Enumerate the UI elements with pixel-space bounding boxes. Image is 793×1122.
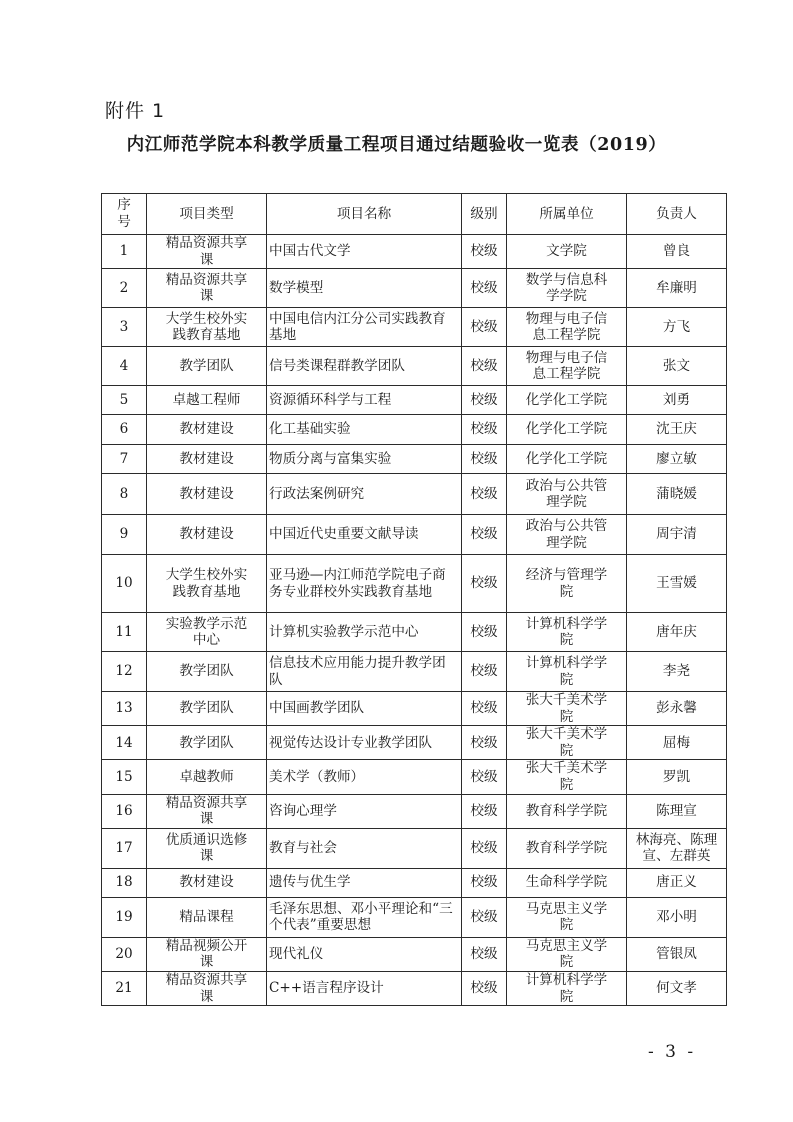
attachment-label: 附件 1	[105, 100, 166, 122]
cell-name: 中国电信内江分公司实践教育基地	[267, 308, 462, 347]
cell-unit: 化学化工学院	[507, 445, 627, 474]
cell-level: 校级	[462, 269, 507, 308]
cell-unit: 马克思主义学院	[507, 897, 627, 937]
cell-no: 18	[102, 868, 147, 897]
cell-level: 校级	[462, 760, 507, 794]
cell-lead: 王雪媛	[627, 555, 727, 613]
cell-lead: 唐年庆	[627, 613, 727, 652]
cell-type: 教学团队	[147, 347, 267, 386]
cell-no: 11	[102, 613, 147, 652]
table-row	[102, 652, 727, 692]
cell-name: 咨询心理学	[267, 794, 462, 828]
table-row	[102, 868, 727, 897]
cell-level: 校级	[462, 474, 507, 515]
cell-name: 遗传与优生学	[267, 868, 462, 897]
table-header-row	[102, 194, 727, 235]
cell-type: 精品资源共享课	[147, 269, 267, 308]
cell-unit: 计算机科学学院	[507, 613, 627, 652]
cell-level: 校级	[462, 235, 507, 269]
cell-level: 校级	[462, 937, 507, 971]
cell-type: 教材建设	[147, 868, 267, 897]
cell-name: 毛泽东思想、邓小平理论和“三个代表”重要思想	[267, 897, 462, 937]
cell-lead: 管银凤	[627, 937, 727, 971]
cell-no: 5	[102, 386, 147, 415]
cell-no: 4	[102, 347, 147, 386]
cell-lead: 李尧	[627, 652, 727, 692]
cell-level: 校级	[462, 868, 507, 897]
cell-lead: 邓小明	[627, 897, 727, 937]
cell-level: 校级	[462, 794, 507, 828]
header-unit: 所属单位	[507, 194, 627, 235]
cell-name: 行政法案例研究	[267, 474, 462, 515]
cell-no: 10	[102, 555, 147, 613]
cell-unit: 政治与公共管理学院	[507, 474, 627, 515]
cell-type: 教材建设	[147, 474, 267, 515]
table-row	[102, 515, 727, 555]
cell-unit: 教育科学学院	[507, 794, 627, 828]
cell-no: 17	[102, 828, 147, 868]
cell-type: 大学生校外实践教育基地	[147, 308, 267, 347]
cell-name: 中国近代史重要文献导读	[267, 515, 462, 555]
cell-unit: 政治与公共管理学院	[507, 515, 627, 555]
cell-no: 8	[102, 474, 147, 515]
cell-lead: 廖立敏	[627, 445, 727, 474]
document-title: 内江师范学院本科教学质量工程项目通过结题验收一览表（2019）	[126, 135, 667, 155]
table-row	[102, 445, 727, 474]
header-no: 序号	[102, 194, 147, 235]
cell-lead: 蒲晓媛	[627, 474, 727, 515]
cell-lead: 牟廉明	[627, 269, 727, 308]
table-row	[102, 971, 727, 1005]
cell-no: 2	[102, 269, 147, 308]
cell-no: 19	[102, 897, 147, 937]
cell-lead: 张文	[627, 347, 727, 386]
cell-unit: 张大千美术学院	[507, 726, 627, 760]
cell-no: 12	[102, 652, 147, 692]
table-row	[102, 308, 727, 347]
table-row	[102, 726, 727, 760]
table-row	[102, 760, 727, 794]
cell-type: 教材建设	[147, 445, 267, 474]
cell-type: 精品资源共享课	[147, 971, 267, 1005]
cell-unit: 文学院	[507, 235, 627, 269]
cell-unit: 生命科学学院	[507, 868, 627, 897]
cell-type: 教学团队	[147, 652, 267, 692]
cell-level: 校级	[462, 828, 507, 868]
cell-lead: 刘勇	[627, 386, 727, 415]
cell-lead: 唐正义	[627, 868, 727, 897]
cell-no: 20	[102, 937, 147, 971]
cell-type: 精品视频公开课	[147, 937, 267, 971]
cell-unit: 计算机科学学院	[507, 971, 627, 1005]
cell-type: 实验教学示范中心	[147, 613, 267, 652]
cell-unit: 数学与信息科学学院	[507, 269, 627, 308]
cell-level: 校级	[462, 415, 507, 445]
cell-lead: 沈王庆	[627, 415, 727, 445]
cell-lead: 屈梅	[627, 726, 727, 760]
cell-name: 数学模型	[267, 269, 462, 308]
cell-lead: 方飞	[627, 308, 727, 347]
header-lead: 负责人	[627, 194, 727, 235]
cell-no: 1	[102, 235, 147, 269]
cell-unit: 张大千美术学院	[507, 692, 627, 726]
table-row	[102, 828, 727, 868]
cell-type: 教学团队	[147, 726, 267, 760]
header-type: 项目类型	[147, 194, 267, 235]
cell-unit: 化学化工学院	[507, 415, 627, 445]
cell-type: 精品课程	[147, 897, 267, 937]
cell-level: 校级	[462, 613, 507, 652]
cell-unit: 马克思主义学院	[507, 937, 627, 971]
table-row	[102, 555, 727, 613]
cell-type: 教材建设	[147, 515, 267, 555]
table-body	[102, 235, 727, 1006]
cell-name: 亚马逊—内江师范学院电子商务专业群校外实践教育基地	[267, 555, 462, 613]
table-row	[102, 415, 727, 445]
cell-unit: 张大千美术学院	[507, 760, 627, 794]
cell-level: 校级	[462, 897, 507, 937]
cell-level: 校级	[462, 971, 507, 1005]
cell-type: 教学团队	[147, 692, 267, 726]
cell-type: 卓越教师	[147, 760, 267, 794]
cell-no: 16	[102, 794, 147, 828]
cell-level: 校级	[462, 308, 507, 347]
table-row	[102, 613, 727, 652]
cell-name: 信号类课程群教学团队	[267, 347, 462, 386]
cell-level: 校级	[462, 445, 507, 474]
table-row	[102, 937, 727, 971]
cell-name: 物质分离与富集实验	[267, 445, 462, 474]
cell-lead: 周宇清	[627, 515, 727, 555]
project-table	[101, 193, 727, 1006]
cell-unit: 计算机科学学院	[507, 652, 627, 692]
cell-level: 校级	[462, 692, 507, 726]
cell-type: 精品资源共享课	[147, 794, 267, 828]
cell-unit: 物理与电子信息工程学院	[507, 308, 627, 347]
header-level: 级别	[462, 194, 507, 235]
cell-name: 资源循环科学与工程	[267, 386, 462, 415]
cell-unit: 物理与电子信息工程学院	[507, 347, 627, 386]
cell-no: 6	[102, 415, 147, 445]
cell-no: 13	[102, 692, 147, 726]
cell-lead: 彭永馨	[627, 692, 727, 726]
table-row	[102, 386, 727, 415]
cell-name: C++语言程序设计	[267, 971, 462, 1005]
cell-unit: 教育科学学院	[507, 828, 627, 868]
cell-name: 信息技术应用能力提升教学团队	[267, 652, 462, 692]
cell-name: 化工基础实验	[267, 415, 462, 445]
table-row	[102, 235, 727, 269]
cell-name: 中国画教学团队	[267, 692, 462, 726]
cell-no: 3	[102, 308, 147, 347]
table-row	[102, 269, 727, 308]
cell-lead: 陈理宣	[627, 794, 727, 828]
cell-no: 15	[102, 760, 147, 794]
cell-unit: 化学化工学院	[507, 386, 627, 415]
cell-type: 教材建设	[147, 415, 267, 445]
cell-no: 14	[102, 726, 147, 760]
cell-lead: 罗凯	[627, 760, 727, 794]
cell-no: 21	[102, 971, 147, 1005]
cell-name: 美术学（教师）	[267, 760, 462, 794]
cell-type: 卓越工程师	[147, 386, 267, 415]
table-row	[102, 897, 727, 937]
cell-name: 教育与社会	[267, 828, 462, 868]
cell-level: 校级	[462, 726, 507, 760]
cell-no: 9	[102, 515, 147, 555]
cell-unit: 经济与管理学院	[507, 555, 627, 613]
cell-name: 视觉传达设计专业教学团队	[267, 726, 462, 760]
cell-level: 校级	[462, 347, 507, 386]
table-row	[102, 474, 727, 515]
cell-no: 7	[102, 445, 147, 474]
cell-level: 校级	[462, 555, 507, 613]
cell-lead: 何文孝	[627, 971, 727, 1005]
cell-name: 中国古代文学	[267, 235, 462, 269]
cell-type: 大学生校外实践教育基地	[147, 555, 267, 613]
cell-level: 校级	[462, 386, 507, 415]
header-name: 项目名称	[267, 194, 462, 235]
cell-level: 校级	[462, 515, 507, 555]
cell-level: 校级	[462, 652, 507, 692]
table-row	[102, 692, 727, 726]
cell-type: 精品资源共享课	[147, 235, 267, 269]
cell-name: 现代礼仪	[267, 937, 462, 971]
page-number: - 3 -	[648, 1042, 697, 1062]
cell-lead: 林海亮、陈理宣、左群英	[627, 828, 727, 868]
table-row	[102, 347, 727, 386]
cell-name: 计算机实验教学示范中心	[267, 613, 462, 652]
cell-type: 优质通识选修课	[147, 828, 267, 868]
table-row	[102, 794, 727, 828]
cell-lead: 曾良	[627, 235, 727, 269]
